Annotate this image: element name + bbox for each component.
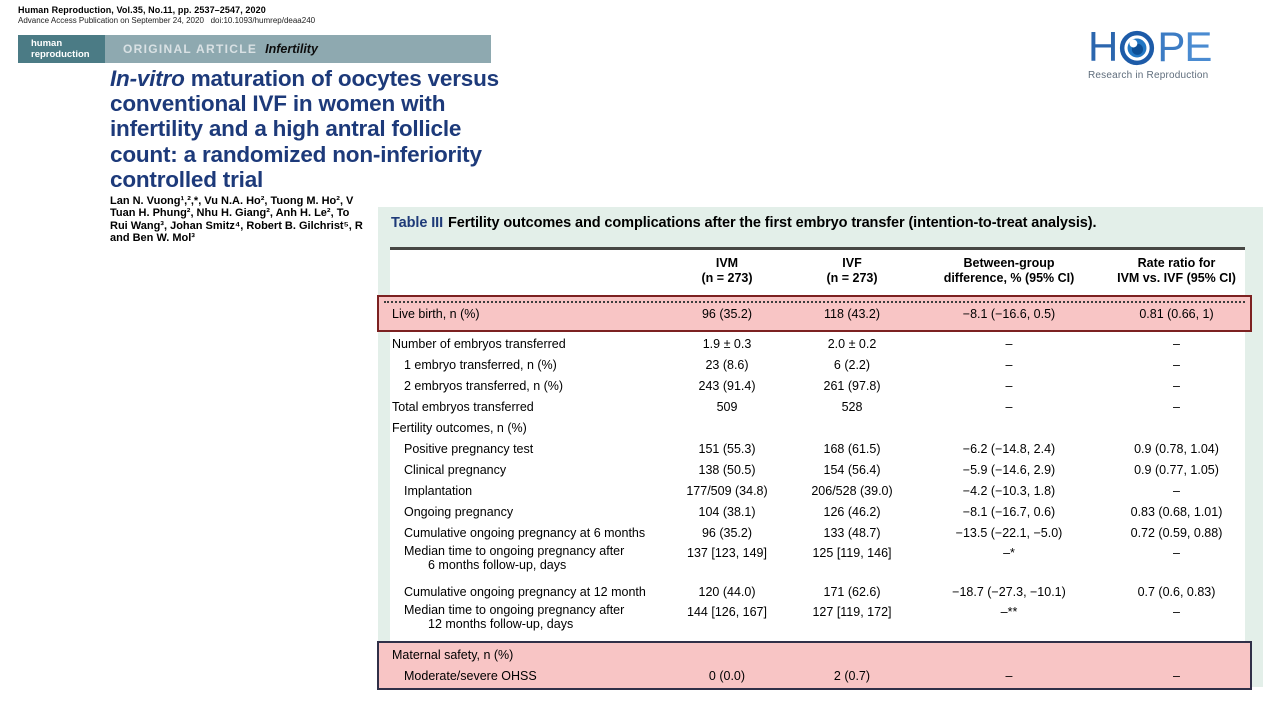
table-row	[390, 665, 1245, 686]
table-rows	[390, 295, 1245, 640]
logo-letter-h: H	[1088, 23, 1118, 70]
cell-ratio: –	[1173, 668, 1180, 683]
header-ratio-line2: IVM vs. IVF (95% CI)	[1117, 271, 1236, 285]
cell-diff: –	[1005, 357, 1013, 372]
title-line-2: conventional IVF in women with	[110, 91, 446, 117]
journal-banner	[18, 35, 491, 63]
cell-label	[390, 307, 660, 321]
cell-ivf: 133 (48.7)	[823, 525, 881, 540]
table-caption-text: Fertility outcomes and complications after the first embryo transfer (intention-to-treat analysis).	[448, 215, 1097, 231]
title-line-1	[110, 66, 510, 91]
cell-ivm: 96 (35.2)	[701, 525, 753, 540]
title-line-5: controlled trial	[110, 166, 264, 192]
row-label: Ongoing pregnancy	[404, 504, 514, 519]
table-header	[390, 250, 1245, 292]
cell-ivm: 144 [126, 167]	[687, 605, 767, 619]
author-line: Rui Wang³, Johan Smitz⁴, Robert B. Gilchrist⁵, R	[110, 219, 363, 232]
maternal-safety-block	[377, 641, 1252, 690]
header-ratio-line1: Rate ratio for	[1137, 256, 1216, 270]
cell-label	[390, 337, 660, 351]
cell-ivf: 2 (0.7)	[833, 668, 871, 683]
author-line: and Ben W. Mol³	[110, 231, 195, 244]
cell-ratio: 0.7 (0.6, 0.83)	[1137, 584, 1216, 599]
cell-ivf: 126 (46.2)	[823, 504, 881, 519]
table-row	[377, 295, 1252, 332]
cell-ivm: 509	[716, 399, 738, 414]
table-row	[390, 333, 1245, 354]
table-row	[390, 522, 1245, 543]
cell-ivm: 104 (38.1)	[698, 504, 756, 519]
cell-ratio: –	[1173, 546, 1180, 560]
brand-line2: reproduction	[31, 48, 90, 60]
author-line: Lan N. Vuong¹,²,*, Vu N.A. Ho², Tuong M. Ho², V	[110, 195, 354, 207]
cell-diff: −8.1 (−16.6, 0.5)	[962, 306, 1056, 321]
cell-label	[390, 484, 660, 498]
row-label: Moderate/severe OHSS	[404, 668, 537, 683]
row-label: Maternal safety, n (%)	[392, 647, 514, 662]
cell-label	[390, 585, 660, 599]
cell-diff: −13.5 (−22.1, −5.0)	[955, 525, 1063, 540]
cell-diff: −6.2 (−14.8, 2.4)	[962, 441, 1056, 456]
cell-ivf: 125 [119, 146]	[812, 546, 892, 560]
cell-label	[390, 400, 660, 414]
header-rate-ratio	[1108, 256, 1245, 286]
cell-ivm: 23 (8.6)	[705, 357, 749, 372]
title-line-3: infertility and a high antral follicle	[110, 116, 462, 142]
row-label: Number of embryos transferred	[392, 336, 566, 351]
table-row	[390, 602, 1245, 640]
journal-brand-badge	[18, 35, 105, 63]
cell-diff: −4.2 (−10.3, 1.8)	[962, 483, 1056, 498]
cell-ratio: 0.83 (0.68, 1.01)	[1130, 504, 1223, 519]
table-row	[390, 375, 1245, 396]
cell-label	[390, 603, 660, 631]
cell-ratio: –	[1173, 483, 1180, 498]
row-label: 1 embryo transferred, n (%)	[404, 357, 557, 372]
cell-diff: −5.9 (−14.6, 2.9)	[962, 462, 1056, 477]
cell-label	[390, 526, 660, 540]
cell-ratio: 0.9 (0.77, 1.05)	[1134, 462, 1219, 477]
table-caption	[391, 215, 1096, 231]
cell-ivm: 96 (35.2)	[701, 306, 753, 321]
journal-citation: Human Reproduction, Vol.35, No.11, pp. 2537–2547, 2020	[18, 5, 266, 15]
cell-ivf: 171 (62.6)	[823, 584, 881, 599]
cell-ivf: 6 (2.2)	[833, 357, 871, 372]
table-row	[390, 459, 1245, 480]
header-ivm-line1: IVM	[715, 256, 739, 270]
cell-label	[390, 544, 660, 572]
cell-diff: −18.7 (−27.3, −10.1)	[952, 584, 1066, 599]
table-row	[390, 354, 1245, 375]
row-label: 2 embryos transferred, n (%)	[404, 378, 564, 393]
cell-diff: –	[1005, 399, 1013, 414]
cell-ratio: 0.72 (0.59, 0.88)	[1130, 525, 1223, 540]
header-ivm	[660, 256, 794, 286]
logo-letter-p: P	[1157, 23, 1185, 70]
row-label: Median time to ongoing pregnancy after	[404, 603, 625, 617]
header-diff-line1: Between-group	[963, 256, 1055, 270]
cell-diff: –**	[1000, 605, 1018, 619]
header-ivf-line2: (n = 273)	[826, 271, 878, 285]
row-label: Live birth, n (%)	[392, 306, 480, 321]
title-line-1-rest: maturation of oocytes versus	[184, 66, 499, 91]
cell-ratio: –	[1173, 399, 1180, 414]
header-diff-line2: difference, % (95% CI)	[943, 271, 1075, 285]
journal-doi-line: Advance Access Publication on September 24, 2020 doi:10.1093/humrep/deaa240	[18, 16, 316, 25]
cell-diff: –	[1005, 336, 1013, 351]
hope-logo	[1088, 23, 1218, 81]
header-ivm-line2: (n = 273)	[701, 271, 753, 285]
logo-tagline: Research in Reproduction	[1088, 70, 1209, 81]
cell-ivm: 177/509 (34.8)	[686, 483, 768, 498]
cell-ratio: –	[1173, 605, 1180, 619]
cell-ivf: 168 (61.5)	[823, 441, 881, 456]
cell-ratio: –	[1173, 336, 1180, 351]
cell-diff: –	[1005, 668, 1013, 683]
table-row	[390, 438, 1245, 459]
cell-label	[390, 505, 660, 519]
cell-ratio: 0.81 (0.66, 1)	[1139, 306, 1214, 321]
row-label-line2: 6 months follow-up, days	[428, 558, 567, 572]
brand-line1: human	[31, 38, 63, 49]
cell-ivf: 528	[841, 399, 863, 414]
row-label-line2: 12 months follow-up, days	[428, 617, 574, 631]
title-italic-word: In-vitro	[110, 66, 185, 91]
fertility-outcomes-table	[390, 247, 1245, 684]
cell-ivm: 138 (50.5)	[698, 462, 756, 477]
row-label: Median time to ongoing pregnancy after	[404, 544, 625, 558]
article-title	[110, 66, 510, 192]
cell-ivf: 206/528 (39.0)	[811, 483, 893, 498]
table-row	[390, 417, 1245, 438]
table-number: Table III	[391, 215, 444, 231]
cell-diff: –	[1005, 378, 1013, 393]
cell-label	[390, 669, 660, 683]
cell-ratio: –	[1173, 378, 1180, 393]
cell-label	[390, 463, 660, 477]
table-row	[390, 644, 1245, 665]
row-label: Clinical pregnancy	[404, 462, 507, 477]
cell-ivm: 0 (0.0)	[708, 668, 746, 683]
cell-label	[390, 648, 660, 662]
table-row	[390, 480, 1245, 501]
header-between-group-difference	[910, 256, 1108, 286]
cell-diff: −8.1 (−16.7, 0.6)	[962, 504, 1056, 519]
row-label: Implantation	[404, 483, 473, 498]
author-line: Tuan H. Phung², Nhu H. Giang², Anh H. Le², To	[110, 207, 350, 220]
cell-label	[390, 442, 660, 456]
logo-letter-e: E	[1184, 23, 1212, 70]
table-row	[390, 396, 1245, 417]
cell-ivf: 127 [119, 172]	[812, 605, 892, 619]
cell-ivf: 118 (43.2)	[823, 306, 881, 321]
table-row	[390, 543, 1245, 581]
hope-logo-letters	[1088, 23, 1218, 70]
cell-ivf: 154 (56.4)	[823, 462, 881, 477]
cell-ivm: 151 (55.3)	[698, 441, 756, 456]
cell-label	[390, 421, 660, 435]
cell-diff: –*	[1003, 546, 1015, 560]
table-row	[390, 501, 1245, 522]
article-type-bar	[105, 35, 491, 63]
table-row	[390, 581, 1245, 602]
row-label: Fertility outcomes, n (%)	[392, 420, 527, 435]
cell-ivf: 261 (97.8)	[823, 378, 881, 393]
cell-label	[390, 379, 660, 393]
cell-ivm: 137 [123, 149]	[687, 546, 767, 560]
article-type-label: ORIGINAL ARTICLE	[123, 42, 258, 56]
header-ivf	[794, 256, 910, 286]
cell-ivm: 243 (91.4)	[698, 378, 756, 393]
title-line-4: count: a randomized non-inferiority	[110, 141, 482, 167]
row-label: Total embryos transferred	[392, 399, 534, 414]
header-ivf-line1: IVF	[842, 256, 862, 270]
cell-label	[390, 358, 660, 372]
hope-eye-icon	[1119, 30, 1155, 66]
row-label: Cumulative ongoing pregnancy at 6 months	[404, 525, 646, 540]
cell-ratio: 0.9 (0.78, 1.04)	[1134, 441, 1219, 456]
cell-ratio: –	[1173, 357, 1180, 372]
cell-ivf: 2.0 ± 0.2	[827, 336, 877, 351]
article-topic-label: Infertility	[265, 42, 318, 56]
cell-ivm: 1.9 ± 0.3	[702, 336, 752, 351]
row-label: Cumulative ongoing pregnancy at 12 month	[404, 584, 646, 599]
cell-ivm: 120 (44.0)	[698, 584, 756, 599]
table-panel	[378, 207, 1263, 687]
row-label: Positive pregnancy test	[404, 441, 534, 456]
